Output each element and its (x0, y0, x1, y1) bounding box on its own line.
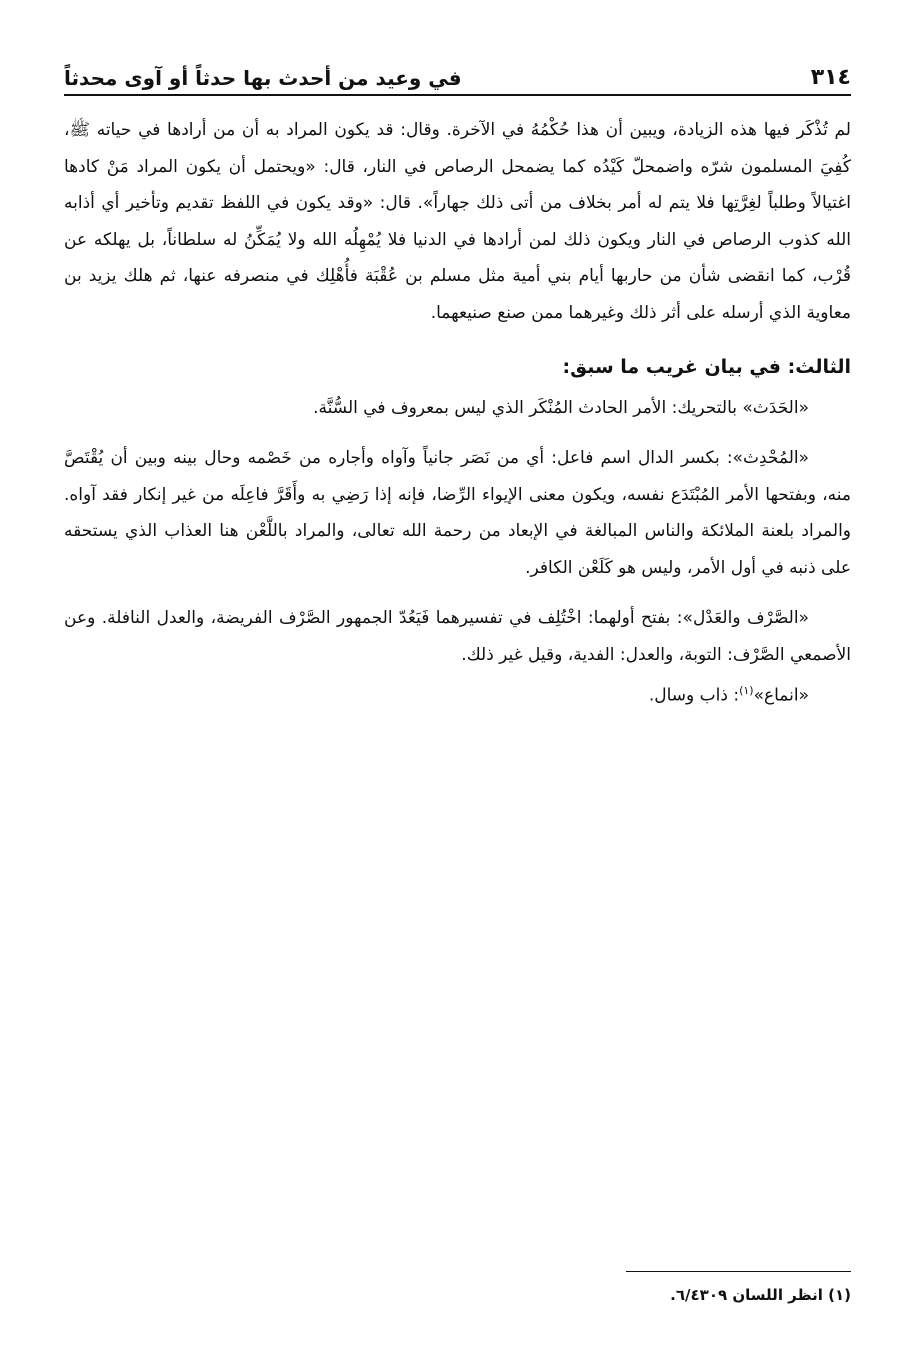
footnote-divider (626, 1271, 851, 1272)
footnote: (١) انظر اللسان ٦/٤٣٠٩. (670, 1286, 851, 1304)
footnote-ref: (١) (739, 684, 754, 697)
definition-inmaa: : ذاب وسال. (648, 685, 740, 706)
paragraph-commentary: لم تُذْكَر فيها هذه الزيادة، ويبين أن هذا حُكْمُهُ في الآخرة. وقال: قد يكون المراد به أن من أرادها في حياته ﷺ، كُفِيَ المسلمون شرّه واضمحلّ كَيْدُه كما يضمحل الرصاص في النار، قال: «ويحتمل أن يكون المراد مَنْ كادها اغتيالاً وطلباً لغِرَّتِها فلا يتم له أمر بخلاف من أتى ذلك جهاراً». قال: «وقد يكون في اللفظ تقديم وتأخير أي أذابه الله كذوب الرصاص في النار ويكون ذلك لمن أرادها في الدنيا فلا يُمْهِلُه الله ولا يُمَكِّنُ له سلطاناً، بل يهلكه عن قُرْب، كما انقضى شأن من حاربها أيام بني أمية مثل مسلم بن عُقْبَة فأُهْلِك في منصرفه عنها، ثم هلك يزيد بن معاوية الذي أرسله على أثر ذلك وغيرهما ممن صنع صنيعهما. (64, 120, 851, 323)
page-number: ٣١٤ (810, 65, 851, 90)
paragraph-hadath: «الحَدَث» بالتحريك: الأمر الحادث المُنْكَر الذي ليس بمعروف في السُّنَّة. (313, 397, 809, 418)
paragraph-muhdith: «المُحْدِث»: بكسر الدال اسم فاعل: أي من نَصَر جانياً وآواه وأجاره من خَصْمه وحال بينه وبين أن يُقْتَصَّ منه، وبفتحها الأمر المُبْتَدَع نفسه، ويكون معنى الإيواء الرِّضا، فإنه إذا رَضِي به وأَقَرَّ فاعِلَه من غير إنكار فقد آواه. والمراد بلعنة الملائكة والناس المبالغة في الإبعاد من رحمة الله تعالى، والمراد باللَّعْن هنا العذاب الذي يستحقه على ذنبه في أول الأمر، وليس هو كَلَعْن الكافر. (64, 448, 851, 578)
term-inmaa: «انماع» (753, 685, 809, 706)
section-heading: الثالث: في بيان غريب ما سبق: (562, 356, 851, 378)
main-text (64, 112, 851, 714)
running-title: في وعيد من أحدث بها حدثاً أو آوى محدثاً (64, 66, 462, 90)
paragraph-sarf-adl: «الصَّرْف والعَدْل»: بفتح أولهما: اخْتُلِف في تفسيرهما فَيَعُدّ الجمهور الصَّرْف الفريضة، والعدل النافلة. وعن الأصمعي الصَّرْف: التوبة، والعدل: الفدية، وقيل غير ذلك. (64, 608, 851, 665)
paragraph-inmaa (64, 673, 851, 714)
running-header (64, 50, 851, 96)
